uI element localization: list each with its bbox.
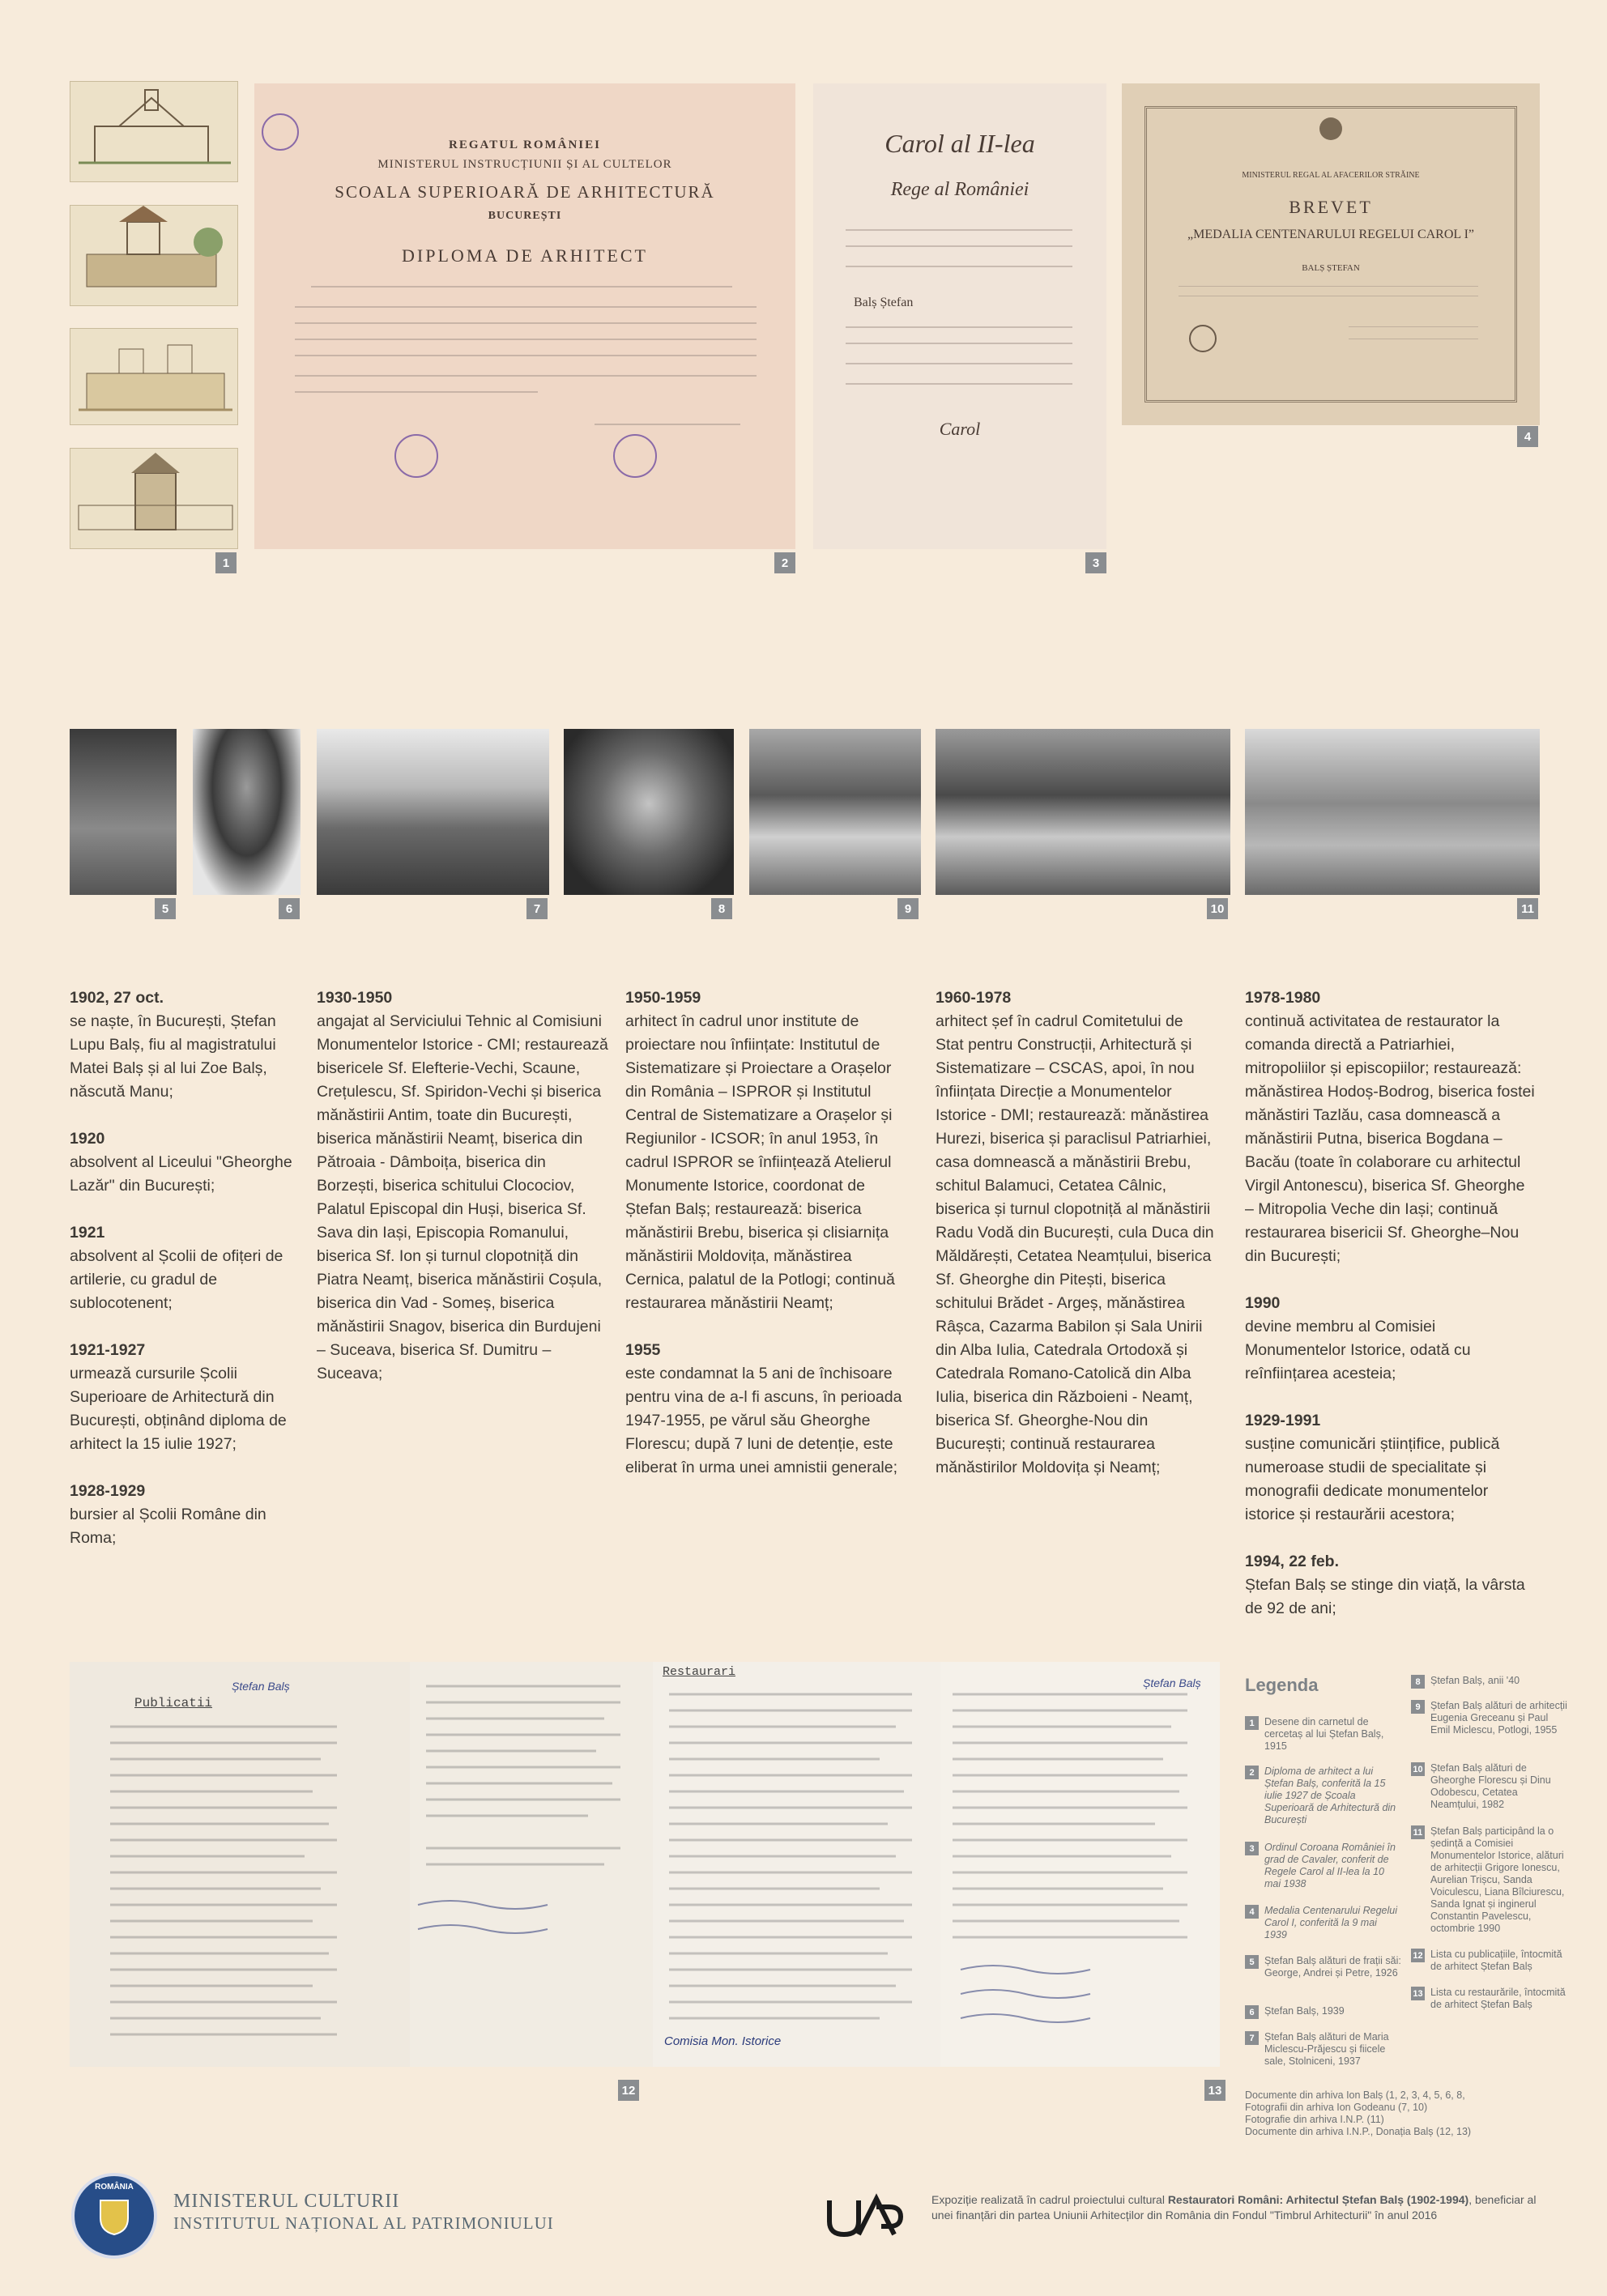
legend-item: Lista cu publicațiile, întocmită de arhitect Ștefan Balș	[1430, 1949, 1562, 1972]
diploma-city: BUCUREȘTI	[488, 210, 562, 222]
timeline-text: se naște, în București, Ștefan Lupu Balș, fiu al magistratului Matei Balș și al lui Zoe Balș, născută Manu;	[70, 1012, 276, 1101]
timeline-text: arhitect în cadrul unor institute de proiectare nou înființate: Institutul de Sistematizare și Proiectare a Orașelor din România – ISPROR și Institutul Central de Sistematizare a Orașelor și Regiunilor - ICSOR; în anul 1953, în cadrul ISPROR se înființează Atelierul Monumente Istorice, coordonat de Ștefan Balș; restaurează: biserica mănăstirii Brebu, biserica și clisiarnița mănăstirii Moldovița, mănăstirea Cernica, palatul de la Potlogi; continuă restaurarea mănăstirii Neamț;	[625, 1012, 895, 1312]
figure-number-badge: 7	[526, 898, 548, 919]
sketch-drawing-4	[70, 448, 238, 549]
tower-sketch-icon	[70, 449, 238, 549]
coat-of-arms-icon	[97, 2197, 131, 2236]
legend-item: Ștefan Balș alături de frații săi: George, Andrei și Petre, 1926	[1264, 1955, 1401, 1979]
legend-item: Lista cu restaurările, întocmită de arhitect Ștefan Balș	[1430, 1987, 1566, 2010]
timeline-text: devine membru al Comisiei Monumentelor Istorice, odată cu reînființarea acesteia;	[1245, 1318, 1471, 1382]
timeline-entry	[1245, 1550, 1537, 1621]
timeline-column-2	[317, 986, 608, 1409]
figure-number-badge: 4	[1517, 426, 1538, 447]
timeline-year: 1928-1929	[70, 1482, 146, 1500]
project-suffix: , beneficiar al unei finanțări din partea Uniunii Arhitecților din România din Fondul "Timbrul Arhitecturii" în anul 2016	[931, 2193, 1537, 2221]
timeline-entry	[70, 1221, 309, 1315]
doc13-signature: Ștefan Balș	[1143, 1676, 1201, 1689]
legend-source: Documente din arhiva I.N.P., Donația Balș (12, 13)	[1245, 2126, 1472, 2137]
doc13-heading: Restaurari	[663, 1665, 736, 1679]
timeline-text: bursier al Școlii Române din Roma;	[70, 1506, 266, 1547]
legend-number: 12	[1411, 1949, 1425, 1962]
timeline-text: Ștefan Balș se stinge din viață, la vârsta de 92 de ani;	[1245, 1576, 1525, 1617]
photo-stolniceni-group	[317, 729, 549, 895]
diploma-title: DIPLOMA DE ARHITECT	[402, 245, 648, 266]
diploma-seal-icon-2	[611, 432, 659, 480]
timeline-entry	[1245, 986, 1537, 1268]
figure-number-badge: 1	[215, 552, 237, 573]
figure-number-badge: 6	[279, 898, 300, 919]
legend-title: Legenda	[1245, 1675, 1319, 1695]
timeline-entry	[70, 1127, 309, 1198]
timeline-year: 1921	[70, 1224, 105, 1242]
legend-item: Medalia Centenarului Regelui Carol I, conferită la 9 mai 1939	[1264, 1905, 1397, 1940]
fortress-sketch-icon	[70, 329, 238, 425]
legend-item: Ștefan Balș alături de Gheorghe Florescu și Dinu Odobescu, Cetatea Neamțului, 1982	[1430, 1762, 1551, 1810]
brevet-seal-icon	[1187, 322, 1219, 355]
timeline-year: 1930-1950	[317, 989, 393, 1007]
figure-number-badge: 9	[897, 898, 919, 919]
timeline-year: 1978-1980	[1245, 989, 1321, 1007]
legend-number: 7	[1245, 2031, 1259, 2045]
legend-number: 1	[1245, 1716, 1259, 1730]
inp-seal-logo	[71, 2173, 157, 2259]
brevet-medal: „MEDALIA CENTENARULUI REGELUI CAROL I”	[1187, 228, 1474, 241]
figure-number-badge: 10	[1207, 898, 1228, 919]
timeline-text: este condamnat la 5 ani de închisoare pentru vina de a-l fi ascuns, în perioada 1947-1955, pe vărul său Gheorghe Florescu; după 7 luni de detenție, este eliberat în urma unei amnistii generale;	[625, 1365, 902, 1476]
timeline-entry	[1245, 1409, 1537, 1527]
diploma-kingdom: REGATUL ROMÂNIEI	[449, 138, 601, 151]
figure-number-badge: 8	[711, 898, 732, 919]
legend-number: 9	[1411, 1700, 1425, 1714]
timeline-year: 1920	[70, 1130, 105, 1148]
carol-signature: Carol	[939, 419, 981, 439]
medal-brevet	[1122, 83, 1540, 425]
timeline-text: angajat al Serviciului Tehnic al Comisiuni Monumentelor Istorice - CMI; restaurează bisericele Sf. Elefterie-Vechi, Scaune, Crețulescu, Sf. Spiridon-Vechi și biserica mănăstirii Antim, toate din București, biserica mănăstirii Neamț, biserica din Pătroaia - Dâmboița, biserica din Borzești, biserica schitului Clocociov, Palatul Episcopal din Huși, biserica Sf. Sava din Iași, Episcopia Romanului, biserica Sf. Ion și turnul clopotniță din Piatra Neamț, biserica mănăstirii Coșula, biserica din Vad - Someș, biserica mănăstirii Snagov, biserica din Burdujeni – Suceava, biserica Sf. Dumitru – Suceava;	[317, 1012, 608, 1382]
legend-number: 3	[1245, 1842, 1259, 1855]
timeline-year: 1950-1959	[625, 989, 701, 1007]
figure-number-badge: 2	[774, 552, 795, 573]
timeline-column-5	[1245, 986, 1537, 1644]
church-sketch-icon	[70, 82, 238, 182]
figure-number-badge: 5	[155, 898, 176, 919]
photo-commission-meeting	[1245, 729, 1540, 895]
timeline-entry	[625, 1339, 905, 1480]
doc12-signature: Ștefan Balș	[232, 1680, 290, 1693]
diploma-school: SCOALA SUPERIOARĂ DE ARHITECTURĂ	[335, 182, 715, 202]
photo-cetatea-neamtului	[936, 729, 1230, 895]
photo-brothers	[70, 729, 177, 895]
legend-item: Desene din carnetul de cercetaș al lui Ștefan Balș, 1915	[1264, 1716, 1384, 1752]
architect-diploma	[254, 83, 795, 549]
timeline-year: 1990	[1245, 1294, 1281, 1312]
legend-source: Documente din arhiva Ion Balș (1, 2, 3, 4, 5, 6, 8,	[1245, 2089, 1465, 2101]
legend-item: Ștefan Balș alături de arhitecții Eugenia Greceanu și Paul Emil Miclescu, Potlogi, 1955	[1430, 1700, 1567, 1736]
timeline-entry	[625, 986, 905, 1315]
timeline-entry	[317, 986, 608, 1386]
legend-number: 4	[1245, 1905, 1259, 1919]
timeline-text: absolvent al Liceului "Gheorghe Lazăr" din București;	[70, 1153, 292, 1195]
timeline-year: 1960-1978	[936, 989, 1012, 1007]
timeline-text: absolvent al Școlii de ofițeri de artilerie, cu gradul de sublocotenent;	[70, 1247, 283, 1312]
figure-number-badge: 12	[618, 2080, 639, 2101]
footer-ministry: MINISTERUL CULTURII	[173, 2191, 400, 2212]
footer-institute: INSTITUTUL NAȚIONAL AL PATRIMONIULUI	[173, 2213, 554, 2233]
carol-recipient-name: Balș Ștefan	[854, 296, 914, 309]
diploma-stamp-icon	[256, 108, 305, 156]
photo-potlogi	[749, 729, 921, 895]
legend-item: Ștefan Balș, 1939	[1264, 2005, 1345, 2017]
timeline-entry	[1245, 1292, 1537, 1386]
project-prefix: Expoziție realizată în cadrul proiectului cultural	[931, 2193, 1168, 2206]
brevet-ministry: MINISTERUL REGAL AL AFACERILOR STRĂINE	[1242, 171, 1420, 180]
legend-source: Fotografie din arhiva I.N.P. (11)	[1245, 2114, 1384, 2125]
timeline-column-1	[70, 986, 309, 1574]
timeline-year: 1994, 22 feb.	[1245, 1553, 1339, 1570]
footer-project-note	[931, 2192, 1547, 2223]
timeline-text: arhitect șef în cadrul Comitetului de Stat pentru Construcții, Arhitectură și Sistematizare – CSCAS, apoi, în nou înființata Direcție a Monumentelor Istorice - DMI; restaurează: mănăstirea Hurezi, biserica și paraclisul Patriarhiei, casa domnească a mănăstirii Brebu, schitul Balamuci, Cetatea Câlnic, biserica și turnul clopotniță al mănăstirii Radu Vodă din București, cula Duca din Măldărești, Cetatea Neamțului, biserica Sf. Gheorghe din Pitești, biserica schitului Brădet - Argeș, mănăstirea Râșca, Cazarma Babilon și Sala Unirii din Alba Iulia, Catedrala Ortodoxă și Catedrala Romano-Catolică din Alba Iulia, biserica din Războieni - Neamț, biserica Sf. Gheorghe-Nou din București; continuă restaurarea mănăstirilor Moldovița și Neamț;	[936, 1012, 1214, 1476]
carol-heading: Carol al II-lea	[884, 129, 1035, 158]
legend-number: 5	[1245, 1955, 1259, 1969]
royal-crest-icon	[1316, 114, 1345, 143]
diploma-ministry: MINISTERUL INSTRUCȚIUNII ȘI AL CULTELOR	[377, 158, 672, 171]
timeline-column-3	[625, 986, 905, 1503]
carol-subtitle: Rege al României	[890, 179, 1029, 200]
legend-source: Fotografii din arhiva Ion Godeanu (7, 10)	[1245, 2102, 1428, 2113]
legend-item: Ordinul Coroana României în grad de Cavaler, conferit de Regele Carol al II-lea la 10 mai 1938	[1264, 1842, 1396, 1889]
legend-number: 13	[1411, 1987, 1425, 2000]
legend-item: Ștefan Balș alături de Maria Miclescu-Prăjescu și fiicele sale, Stolniceni, 1937	[1264, 2031, 1389, 2067]
uar-logo	[825, 2191, 906, 2239]
typed-lines-texture	[70, 1662, 1220, 2067]
legend-number: 11	[1411, 1825, 1425, 1839]
timeline-year: 1929-1991	[1245, 1412, 1321, 1429]
royal-order-certificate	[813, 83, 1106, 549]
timeline-entry	[70, 1480, 309, 1550]
legend-number: 2	[1245, 1766, 1259, 1779]
photo-portrait-40s	[564, 729, 734, 895]
timeline-entry	[70, 1339, 309, 1456]
timeline-entry	[70, 986, 309, 1104]
timeline-column-4	[936, 986, 1215, 1503]
legend-number: 10	[1411, 1762, 1425, 1776]
photo-portrait-1939	[193, 729, 301, 895]
monastery-sketch-icon	[70, 206, 238, 306]
timeline-entry	[936, 986, 1215, 1480]
timeline-text: continuă activitatea de restaurator la comanda directă a Patriarhiei, mitropoliilor și episcopiilor; restaurează: mănăstirea Hodoș-Bodrog, biserica fostei mănăstiri Tazlău, casa domnească a mănăstirii Putna, biserica Bogdana – Bacău (toate în colaborare cu arhitectul Virgil Antonescu), biserica Sf. Gheorghe – Mitropolia Veche din Iași; continuă restaurarea bisericii Sf. Gheorghe–Nou din București;	[1245, 1012, 1535, 1265]
timeline-text: susține comunicări științifice, publică numeroase studii de specialitate și monografii dedicate monumentelor istorice și restaurării acestora;	[1245, 1435, 1500, 1523]
legend-item: Ștefan Balș participând la o ședință a Comisiei Monumentelor Istorice, alături de arhitecții Grigore Ionescu, Aurelian Trișcu, Sanda Voiculescu, Liana Bîlciurescu, Sanda Ignat și inginerul Constantin Pavelescu, octombrie 1990	[1430, 1825, 1565, 1934]
legend-item: Ștefan Balș, anii '40	[1430, 1675, 1520, 1686]
brevet-title: BREVET	[1289, 197, 1373, 217]
project-name: Restauratori Români: Arhitectul Ștefan Balș (1902-1994)	[1167, 2193, 1469, 2206]
timeline-year: 1921-1927	[70, 1341, 146, 1359]
seal-text: ROMÂNIA	[95, 2183, 134, 2192]
legend-item: Diploma de arhitect a lui Ștefan Balș, conferită la 15 iulie 1927 de Școala Superioară de Arhitectură din București	[1264, 1766, 1396, 1825]
sketch-drawing-2	[70, 205, 238, 306]
doc12-heading: Publicatii	[134, 1696, 213, 1710]
brevet-recipient: BALȘ ȘTEFAN	[1302, 263, 1360, 273]
legend-number: 8	[1411, 1675, 1425, 1689]
timeline-year: 1902, 27 oct.	[70, 989, 164, 1007]
uar-logo-icon	[825, 2191, 906, 2239]
diploma-seal-icon	[392, 432, 441, 480]
legend-number: 6	[1245, 2005, 1259, 2019]
doc13-footer-note: Comisia Mon. Istorice	[664, 2034, 782, 2048]
sketch-drawing-1	[70, 81, 238, 182]
figure-number-badge: 3	[1085, 552, 1106, 573]
timeline-text: urmează cursurile Școlii Superioare de Arhitectură din București, obținând diploma de arhitect la 15 iulie 1927;	[70, 1365, 287, 1453]
figure-number-badge: 11	[1517, 898, 1538, 919]
sketch-drawing-3	[70, 328, 238, 425]
timeline-year: 1955	[625, 1341, 661, 1359]
figure-number-badge: 13	[1204, 2080, 1225, 2101]
